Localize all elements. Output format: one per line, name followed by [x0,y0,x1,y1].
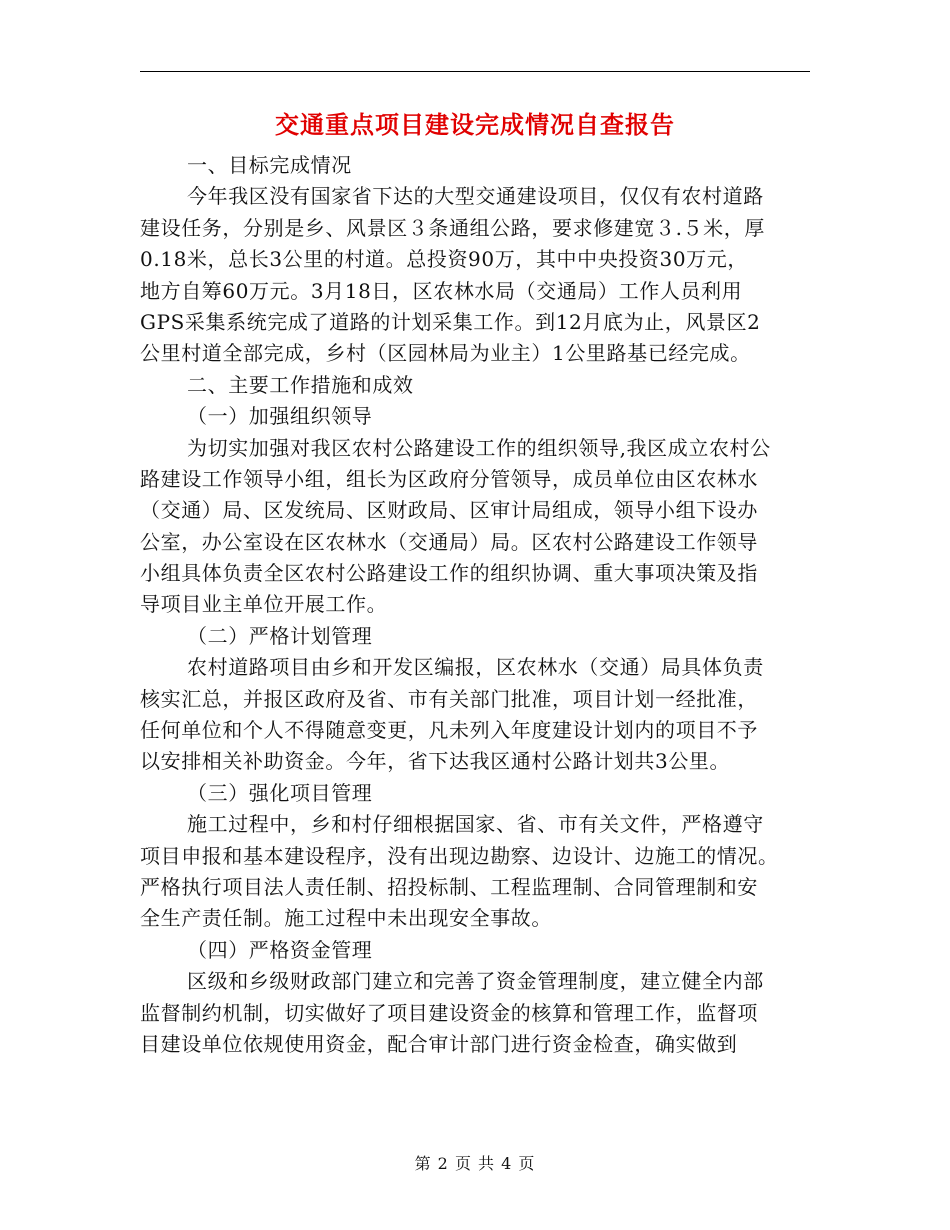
text-line: 项目申报和基本建设程序，没有出现边勘察、边设计、边施工的情况。 [140,843,779,868]
text-line: （四）严格资金管理 [187,937,373,962]
text-line: （二）严格计划管理 [187,623,373,648]
text-line: 区级和乡级财政部门建立和完善了资金管理制度，建立健全内部 [187,969,764,994]
text-line: 建设任务，分别是乡、风景区３条通组公路，要求修建宽３.５米，厚 [140,215,765,240]
text-line: 监督制约机制，切实做好了项目建设资金的核算和管理工作，监督项 [140,1000,758,1025]
header-rule [140,71,810,72]
document-title: 交通重点项目建设完成情况自查报告 [275,111,675,139]
text-line: 二、主要工作措施和成效 [187,372,414,397]
text-line: 导项目业主单位开展工作。 [140,592,388,617]
text-line: 严格执行项目法人责任制、招投标制、工程监理制、合同管理制和安 [140,874,758,899]
text-line: 路建设工作领导小组，组长为区政府分管领导，成员单位由区农林水 [140,466,758,491]
text-line: （三）强化项目管理 [187,780,373,805]
text-line: （交通）局、区发统局、区财政局、区审计局组成，领导小组下设办 [140,498,758,523]
text-line: 今年我区没有国家省下达的大型交通建设项目，仅仅有农村道路 [187,184,764,209]
text-line: 小组具体负责全区农村公路建设工作的组织协调、重大事项决策及指 [140,561,758,586]
text-line: 公里村道全部完成，乡村（区园林局为业主）1公里路基已经完成。 [140,341,751,366]
text-line: （一）加强组织领导 [187,404,373,429]
text-line: 0.18米，总长3公里的村道。总投资90万，其中中央投资30万元， [140,247,748,272]
document-body [140,150,810,1060]
text-line: 任何单位和个人不得随意变更，凡未列入年度建设计划内的项目不予 [140,718,758,743]
text-line: 施工过程中，乡和村仔细根据国家、省、市有关文件，严格遵守 [187,812,764,837]
text-line: 公室，办公室设在区农林水（交通局）局。区农村公路建设工作领导 [140,529,758,554]
text-line: 地方自筹60万元。3月18日，区农林水局（交通局）工作人员利用 [140,278,743,303]
text-line: 目建设单位依规使用资金，配合审计部门进行资金检查，确实做到 [140,1031,738,1056]
text-line: GPS采集系统完成了道路的计划采集工作。到12月底为止，风景区2 [140,309,761,334]
text-line: 一、目标完成情况 [187,153,352,177]
text-line: 农村道路项目由乡和开发区编报，区农林水（交通）局具体负责 [187,655,764,680]
text-line: 为切实加强对我区农村公路建设工作的组织领导,我区成立农村公 [187,435,771,460]
text-line: 核实汇总，并报区政府及省、市有关部门批准，项目计划一经批准， [140,686,758,711]
text-line: 以安排相关补助资金。今年，省下达我区通村公路计划共3公里。 [140,749,731,774]
page-number: 第 2 页 共 4 页 [414,1154,536,1173]
text-line: 全生产责任制。施工过程中未出现安全事故。 [140,906,552,931]
